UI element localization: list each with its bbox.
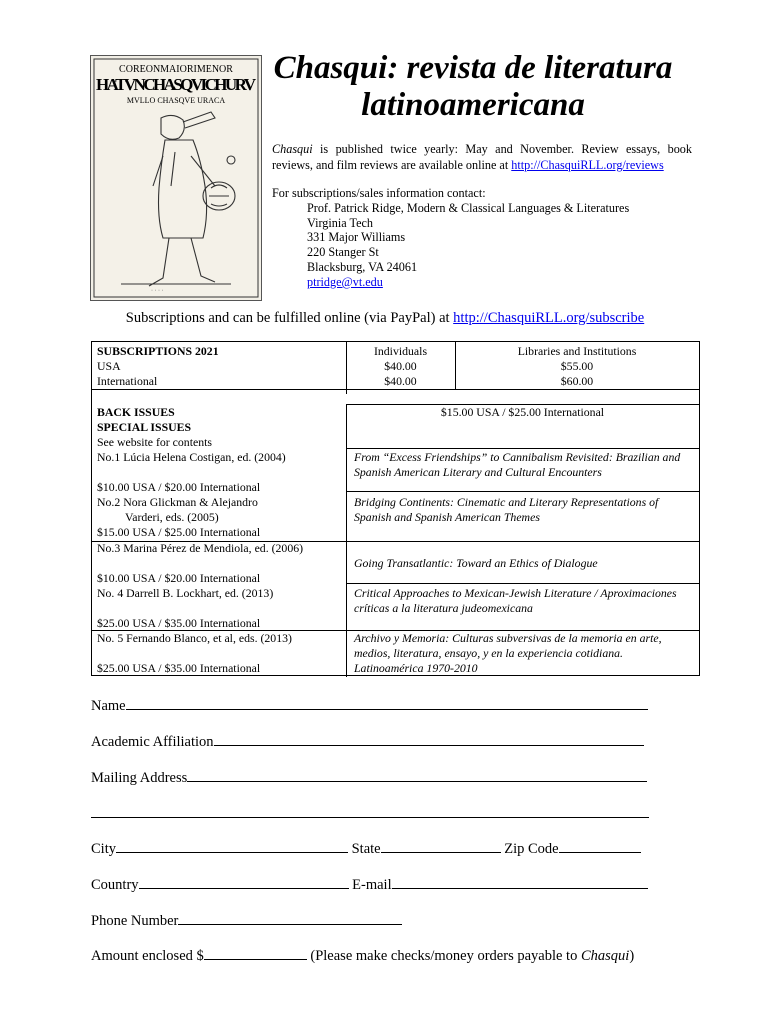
- subscriptions-heading: SUBSCRIPTIONS 2021: [97, 344, 219, 358]
- issue-title: Archivo y Memoria: Culturas subversivas de la memoria en arte, medios, literatura, ensayo, y en la experiencia cotidiana. Latinoamérica 1970-2010: [354, 631, 662, 675]
- intro-text: is published twice yearly: May and November. Review essays, book reviews, and film reviews are available online at: [272, 142, 692, 172]
- issue-title: Bridging Continents: Cinematic and Literary Representations of Spanish and Spanish American Themes: [354, 495, 659, 524]
- contact-line: 220 Stanger St: [307, 245, 379, 260]
- mailing-field-2[interactable]: [91, 803, 649, 818]
- row-border: [346, 491, 699, 492]
- row-border: [92, 389, 699, 390]
- special-issues-label: SPECIAL ISSUES: [97, 420, 192, 434]
- back-issues-price: $15.00 USA / $25.00 International: [440, 405, 605, 419]
- country-field[interactable]: [139, 874, 349, 889]
- phone-label: Phone Number: [91, 913, 179, 929]
- issue-price: $25.00 USA / $35.00 International: [97, 661, 261, 675]
- reviews-link[interactable]: http://ChasquiRLL.org/reviews: [511, 158, 664, 172]
- phone-field[interactable]: [178, 910, 402, 925]
- row-label-international: International: [97, 374, 158, 388]
- contact-line: Blacksburg, VA 24061: [307, 259, 418, 274]
- subscribe-text: Subscriptions and can be fulfilled online (via PayPal) at: [125, 310, 454, 326]
- name-field[interactable]: [126, 695, 648, 710]
- libraries-usa: $55.00: [560, 359, 594, 373]
- row-border: [346, 583, 699, 584]
- city-row: [91, 838, 641, 858]
- contact-block: [272, 186, 629, 290]
- city-field[interactable]: [116, 838, 348, 853]
- row-border: [346, 448, 699, 449]
- issue-editor: No. 5 Fernando Blanco, et al, eds. (2013): [97, 631, 292, 645]
- messenger-drawing: [91, 56, 261, 300]
- contact-line: 331 Major Williams: [307, 230, 406, 245]
- country-row: [91, 874, 648, 894]
- email-field[interactable]: [392, 874, 648, 889]
- issue-title: Critical Approaches to Mexican-Jewish Literature / Aproximaciones críticas a la literatura judeomexicana: [354, 586, 677, 615]
- libraries-intl: $60.00: [560, 374, 594, 388]
- issue-left: [97, 495, 342, 540]
- subscriptions-table: [91, 341, 700, 676]
- back-issues-block: [97, 405, 212, 450]
- libraries-column: [455, 344, 699, 389]
- email-label: E-mail: [352, 877, 392, 893]
- contact-line: Prof. Patrick Ridge, Modern & Classical Languages & Literatures: [307, 200, 630, 215]
- intro-paragraph: [272, 141, 692, 173]
- col-individuals: Individuals: [373, 344, 428, 358]
- issue-left: [97, 541, 342, 586]
- issue-editor: No.2 Nora Glickman & Alejandro: [97, 495, 258, 509]
- issue-title: Going Transatlantic: Toward an Ethics of Dialogue: [354, 556, 598, 570]
- col-libraries: Libraries and Institutions: [517, 344, 637, 358]
- issue-editor: No. 4 Darrell B. Lockhart, ed. (2013): [97, 586, 274, 600]
- issue-left: [97, 450, 342, 495]
- back-issues-label: BACK ISSUES: [97, 405, 175, 419]
- see-website-note: See website for contents: [97, 435, 212, 449]
- issue-left: [97, 586, 342, 631]
- contact-email-link[interactable]: ptridge@vt.edu: [307, 274, 383, 289]
- contact-line: Virginia Tech: [307, 215, 373, 230]
- amount-field[interactable]: [204, 945, 307, 960]
- image-caption-low: MVLLO CHASQVE URACA: [126, 96, 226, 105]
- subscriptions-labels: [97, 344, 219, 389]
- page-title: Chasqui: revista de literatura latinoamericana: [273, 50, 673, 123]
- issue-editor-cont: Varderi, eds. (2005): [125, 510, 219, 524]
- issue-price: $10.00 USA / $20.00 International: [97, 571, 261, 585]
- zip-label: Zip Code: [504, 841, 559, 857]
- mailing-label: Mailing Address: [91, 770, 188, 786]
- phone-row: [91, 910, 402, 930]
- amount-label: Amount enclosed $: [91, 948, 204, 964]
- issue-price: $10.00 USA / $20.00 International: [97, 480, 261, 494]
- image-caption-mid: HATVNCHASQVICHURV: [96, 75, 256, 94]
- svg-text:· · · ·: · · · ·: [151, 288, 164, 294]
- amount-row: [91, 945, 634, 965]
- subscribe-link[interactable]: http://ChasquiRLL.org/subscribe: [453, 310, 645, 326]
- name-label: Name: [91, 698, 126, 714]
- mailing-row: [91, 767, 647, 787]
- contact-heading: For subscriptions/sales information contact:: [272, 186, 486, 200]
- chasqui-illustration: [90, 55, 262, 301]
- individuals-column: [346, 344, 455, 389]
- individuals-usa: $40.00: [384, 359, 417, 373]
- image-caption-top: COREONMAIORIMENOR: [119, 64, 233, 75]
- intro-journal-name: Chasqui: [272, 142, 313, 156]
- issue-price: $25.00 USA / $35.00 International: [97, 616, 261, 630]
- subscribe-line: [0, 310, 770, 327]
- state-label: State: [351, 841, 381, 857]
- zip-field[interactable]: [559, 838, 641, 853]
- payable-prefix: (Please make checks/money orders payable to: [306, 948, 581, 964]
- issue-left: [97, 631, 342, 676]
- state-field[interactable]: [381, 838, 501, 853]
- name-row: [91, 695, 648, 715]
- city-label: City: [91, 841, 116, 857]
- mailing-row-2: [91, 803, 649, 823]
- affiliation-row: [91, 731, 644, 751]
- country-label: Country: [91, 877, 139, 893]
- individuals-intl: $40.00: [384, 374, 417, 388]
- issue-editor: No.3 Marina Pérez de Mendiola, ed. (2006): [97, 541, 304, 555]
- issue-title: From “Excess Friendships” to Cannibalism Revisited: Brazilian and Spanish American Literary and Cultural Encounters: [354, 450, 681, 479]
- issue-editor: No.1 Lúcia Helena Costigan, ed. (2004): [97, 450, 286, 464]
- affiliation-field[interactable]: [214, 731, 644, 746]
- payable-suffix: ): [629, 948, 635, 964]
- affiliation-label: Academic Affiliation: [91, 734, 214, 750]
- mailing-field[interactable]: [187, 767, 647, 782]
- payable-journal: Chasqui: [580, 948, 630, 964]
- row-label-usa: USA: [97, 359, 121, 373]
- issue-price: $15.00 USA / $25.00 International: [97, 525, 261, 539]
